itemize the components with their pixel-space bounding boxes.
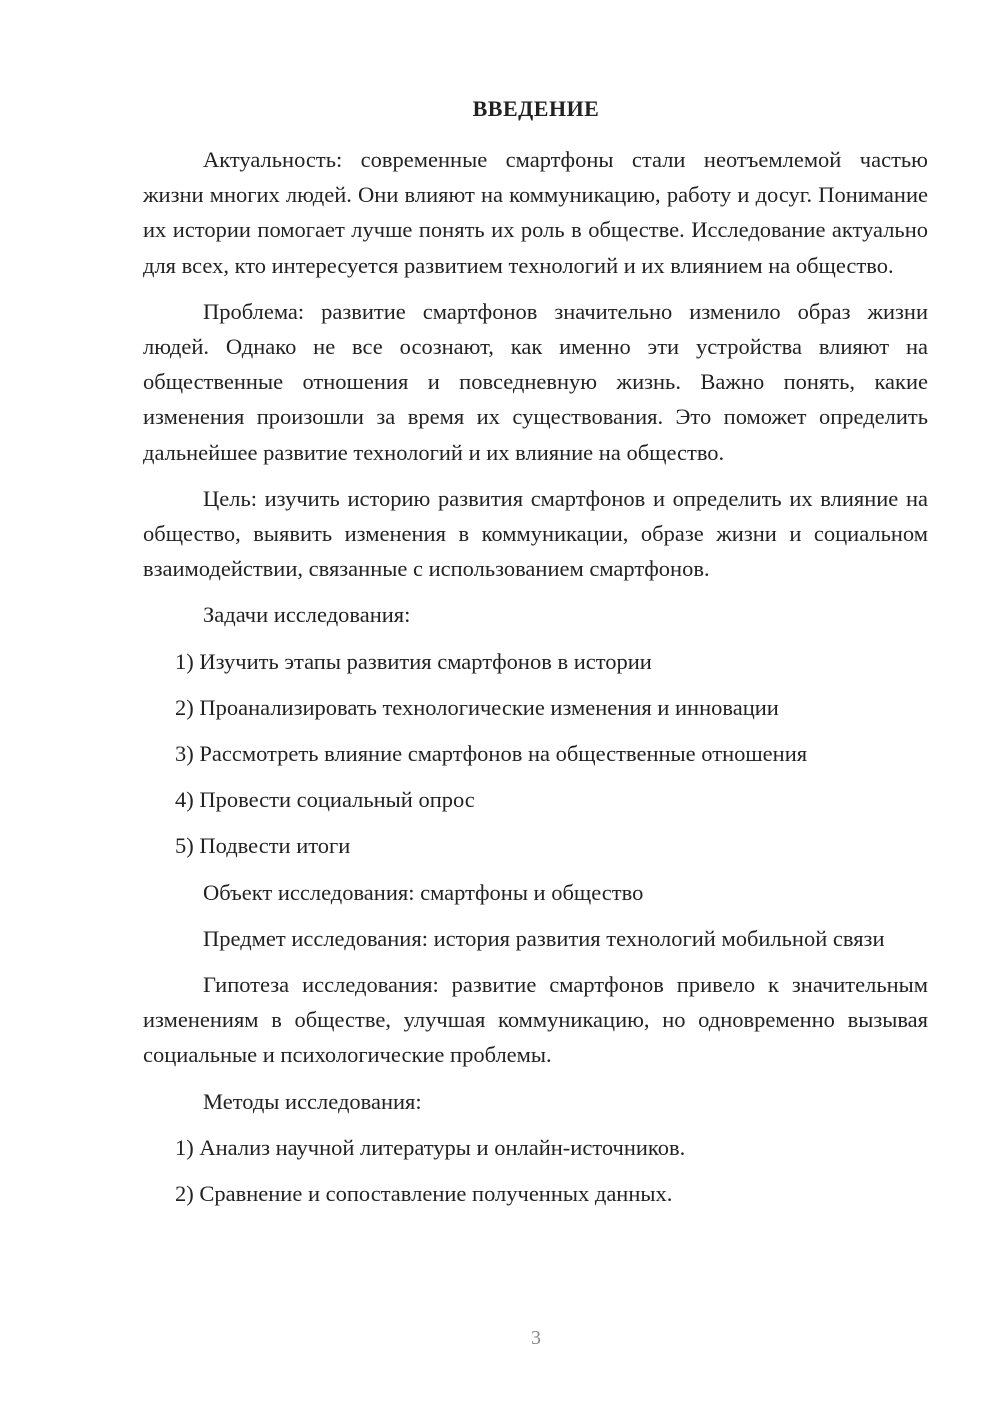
paragraph-problem: Проблема: развитие смартфонов значительно изменило образ жизни людей. Однако не все осознают, как именно эти устройства влияют на общественные отношения и повседневную жизнь. Важно понять, какие изменения произошли за время их существования. Это поможет определить дальнейшее развитие технологий и их влияние на общество. [143, 298, 928, 465]
task-item: 4) Провести социальный опрос [175, 787, 475, 813]
task-item: 5) Подвести итоги [175, 833, 351, 859]
paragraph-goal: Цель: изучить историю развития смартфонов и определить их влияние на общество, выявить изменения в коммуникации, образе жизни и социальном взаимодействии, связанные с использованием смартфонов. [143, 485, 928, 582]
page-title: ВВЕДЕНИЕ [472, 96, 600, 121]
tasks-heading: Задачи исследования: [203, 602, 411, 628]
method-item: 1) Анализ научной литературы и онлайн-источников. [175, 1134, 686, 1160]
research-subject: Предмет исследования: история развития технологий мобильной связи [203, 925, 885, 951]
task-item: 3) Рассмотреть влияние смартфонов на общественные отношения [175, 741, 808, 767]
task-item: 1) Изучить этапы развития смартфонов в истории [175, 648, 652, 674]
task-item: 2) Проанализировать технологические изменения и инновации [175, 694, 779, 720]
page-number: 3 [531, 1327, 541, 1349]
document-body [143, 142, 928, 1222]
methods-heading: Методы исследования: [203, 1088, 422, 1114]
research-hypothesis: Гипотеза исследования: развитие смартфонов привело к значительным изменениям в обществе, улучшая коммуникацию, но одновременно вызывая социальные и психологические проблемы. [143, 972, 928, 1068]
research-object: Объект исследования: смартфоны и общество [203, 879, 644, 905]
paragraph-relevance: Актуальность: современные смартфоны стали неотъемлемой частью жизни многих людей. Они влияют на коммуникацию, работу и досуг. Понимание их истории помогает лучше понять их роль в обществе. Исследование актуально для всех, кто интересуется развитием технологий и их влиянием на общество. [143, 147, 928, 278]
method-item: 2) Сравнение и сопоставление полученных данных. [175, 1181, 673, 1207]
